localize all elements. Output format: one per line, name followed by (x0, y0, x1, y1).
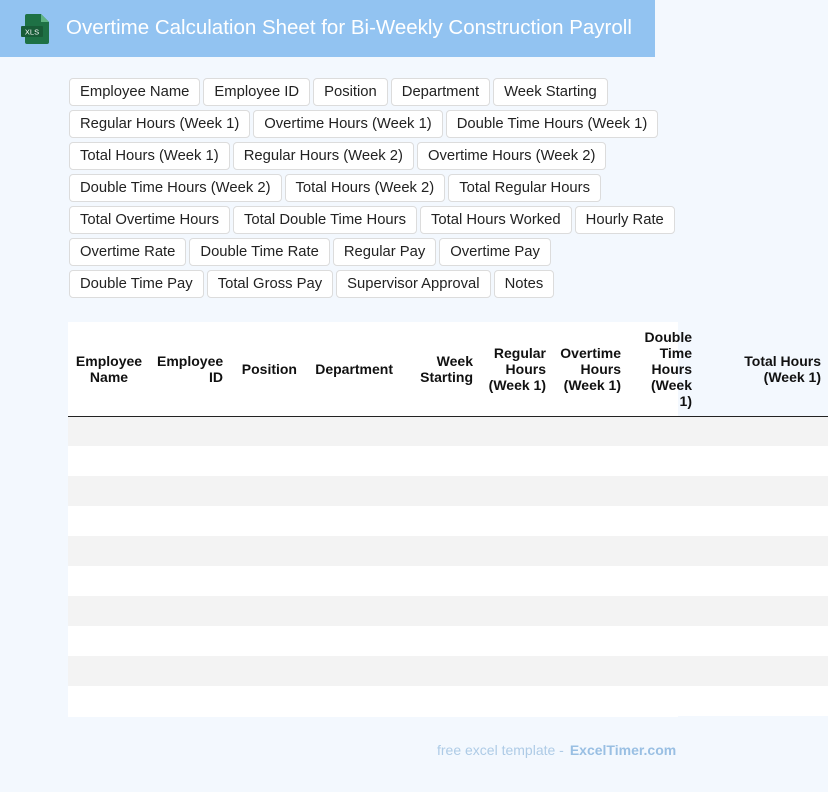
field-chip[interactable]: Overtime Pay (439, 238, 551, 266)
table-cell[interactable] (553, 626, 628, 656)
table-cell[interactable] (150, 536, 230, 566)
table-cell[interactable] (480, 626, 553, 656)
table-cell[interactable] (699, 416, 828, 446)
field-chip[interactable]: Regular Hours (Week 2) (233, 142, 414, 170)
table-cell[interactable] (150, 416, 230, 446)
table-cell[interactable] (628, 446, 699, 476)
table-cell[interactable] (150, 446, 230, 476)
table-row (68, 686, 828, 716)
table-row (68, 416, 828, 446)
table-cell[interactable] (553, 446, 628, 476)
table-cell[interactable] (230, 656, 304, 686)
table-cell[interactable] (628, 626, 699, 656)
table-header-row (68, 322, 828, 416)
field-chip[interactable]: Overtime Hours (Week 1) (253, 110, 442, 138)
field-chip[interactable]: Double Time Hours (Week 1) (446, 110, 659, 138)
table-row (68, 476, 828, 506)
table-cell[interactable] (304, 476, 400, 506)
table-cell[interactable] (480, 566, 553, 596)
footer-brand-link[interactable]: ExcelTimer.com (569, 742, 677, 758)
table-row (68, 536, 828, 566)
table-cell[interactable] (628, 596, 699, 626)
field-chip[interactable]: Total Double Time Hours (233, 206, 417, 234)
table-cell[interactable] (628, 686, 699, 716)
table-cell[interactable] (400, 566, 480, 596)
table-body (68, 416, 828, 716)
field-chip[interactable]: Total Gross Pay (207, 270, 333, 298)
table-cell[interactable] (400, 686, 480, 716)
icon-label: XLS (24, 27, 40, 37)
page-title: Overtime Calculation Sheet for Bi-Weekly Construction Payroll (66, 16, 632, 39)
field-chip[interactable]: Department (391, 78, 490, 106)
field-chip-list (69, 78, 681, 298)
table-cell[interactable] (400, 536, 480, 566)
table-cell[interactable] (480, 686, 553, 716)
table-cell[interactable] (480, 476, 553, 506)
field-chip[interactable]: Overtime Hours (Week 2) (417, 142, 606, 170)
table-cell[interactable] (304, 596, 400, 626)
column-header: Overtime Hours (Week 1) (553, 322, 628, 416)
table-cell[interactable] (150, 626, 230, 656)
table-row (68, 656, 828, 686)
column-header: Employee Name (68, 322, 150, 416)
table-cell[interactable] (699, 656, 828, 686)
field-chip[interactable]: Employee ID (203, 78, 310, 106)
table-cell[interactable] (230, 566, 304, 596)
table-cell[interactable] (304, 446, 400, 476)
field-chip[interactable]: Supervisor Approval (336, 270, 490, 298)
table-cell[interactable] (699, 476, 828, 506)
column-header: Double Time Hours (Week 1) (628, 322, 699, 416)
table-cell[interactable] (553, 686, 628, 716)
table-cell[interactable] (304, 626, 400, 656)
table-cell[interactable] (400, 626, 480, 656)
table-cell[interactable] (553, 506, 628, 536)
table-row (68, 446, 828, 476)
field-chip[interactable]: Total Hours Worked (420, 206, 572, 234)
table-cell[interactable] (304, 416, 400, 446)
field-chip[interactable]: Regular Hours (Week 1) (69, 110, 250, 138)
table-cell[interactable] (400, 506, 480, 536)
field-chip[interactable]: Week Starting (493, 78, 608, 106)
table-cell[interactable] (553, 536, 628, 566)
table-cell[interactable] (699, 686, 828, 716)
table-cell[interactable] (553, 416, 628, 446)
table-cell[interactable] (150, 566, 230, 596)
table-row (68, 566, 828, 596)
table-cell[interactable] (699, 506, 828, 536)
field-chip[interactable]: Position (313, 78, 388, 106)
table-cell[interactable] (400, 416, 480, 446)
table-cell[interactable] (628, 416, 699, 446)
table-cell[interactable] (553, 596, 628, 626)
field-chip[interactable]: Double Time Hours (Week 2) (69, 174, 282, 202)
table-cell[interactable] (68, 596, 150, 626)
column-header: Regular Hours (Week 1) (480, 322, 553, 416)
table-cell[interactable] (553, 476, 628, 506)
table-cell[interactable] (699, 596, 828, 626)
table-cell[interactable] (230, 626, 304, 656)
table-cell[interactable] (150, 656, 230, 686)
table-cell[interactable] (628, 656, 699, 686)
table-cell[interactable] (230, 476, 304, 506)
field-chip[interactable]: Overtime Rate (69, 238, 186, 266)
table-cell[interactable] (68, 536, 150, 566)
table-cell[interactable] (699, 536, 828, 566)
table-cell[interactable] (400, 656, 480, 686)
table-cell[interactable] (400, 596, 480, 626)
table-cell[interactable] (628, 476, 699, 506)
table-cell[interactable] (699, 446, 828, 476)
table-cell[interactable] (304, 656, 400, 686)
payroll-table (68, 322, 828, 716)
table-cell[interactable] (628, 506, 699, 536)
table-cell[interactable] (480, 416, 553, 446)
table-cell[interactable] (150, 686, 230, 716)
field-chip[interactable]: Regular Pay (333, 238, 436, 266)
column-header: Employee ID (150, 322, 230, 416)
column-header: Week Starting (400, 322, 480, 416)
table-cell[interactable] (230, 686, 304, 716)
table-cell[interactable] (68, 686, 150, 716)
table-cell[interactable] (628, 566, 699, 596)
excel-file-icon (21, 13, 51, 45)
field-chip[interactable]: Double Time Rate (189, 238, 329, 266)
field-chip[interactable]: Total Hours (Week 1) (69, 142, 230, 170)
field-chip[interactable]: Notes (494, 270, 555, 298)
table-cell[interactable] (304, 536, 400, 566)
table-cell[interactable] (304, 506, 400, 536)
table-cell[interactable] (628, 536, 699, 566)
table-cell[interactable] (230, 416, 304, 446)
table-cell[interactable] (480, 536, 553, 566)
table-cell[interactable] (699, 626, 828, 656)
table-cell[interactable] (68, 446, 150, 476)
table-cell[interactable] (68, 566, 150, 596)
footer-credit (437, 742, 676, 758)
table-cell[interactable] (699, 566, 828, 596)
field-chip[interactable]: Total Overtime Hours (69, 206, 230, 234)
page-header (0, 0, 655, 57)
table-cell[interactable] (480, 656, 553, 686)
footer-prefix: free excel template - (437, 742, 564, 758)
field-chip[interactable]: Employee Name (69, 78, 200, 106)
table-row (68, 506, 828, 536)
table-cell[interactable] (480, 596, 553, 626)
table-cell[interactable] (553, 656, 628, 686)
column-header: Department (304, 322, 400, 416)
table-cell[interactable] (304, 686, 400, 716)
table-cell[interactable] (68, 476, 150, 506)
table-cell[interactable] (68, 626, 150, 656)
table-row (68, 596, 828, 626)
column-header: Total Hours (Week 1) (699, 322, 828, 416)
table-cell[interactable] (68, 416, 150, 446)
table-cell[interactable] (480, 506, 553, 536)
table-cell[interactable] (480, 446, 553, 476)
table-cell[interactable] (150, 506, 230, 536)
table-cell[interactable] (68, 656, 150, 686)
field-chip[interactable]: Total Regular Hours (448, 174, 601, 202)
table-cell[interactable] (553, 566, 628, 596)
table-cell[interactable] (400, 476, 480, 506)
table-cell[interactable] (230, 446, 304, 476)
field-chip[interactable]: Total Hours (Week 2) (285, 174, 446, 202)
table-cell[interactable] (304, 566, 400, 596)
payroll-table-container[interactable] (68, 322, 821, 717)
table-cell[interactable] (230, 506, 304, 536)
table-cell[interactable] (68, 506, 150, 536)
field-chip[interactable]: Hourly Rate (575, 206, 675, 234)
table-cell[interactable] (230, 596, 304, 626)
table-cell[interactable] (150, 596, 230, 626)
table-cell[interactable] (150, 476, 230, 506)
column-header: Position (230, 322, 304, 416)
table-cell[interactable] (230, 536, 304, 566)
field-chip[interactable]: Double Time Pay (69, 270, 204, 298)
table-row (68, 626, 828, 656)
table-cell[interactable] (400, 446, 480, 476)
